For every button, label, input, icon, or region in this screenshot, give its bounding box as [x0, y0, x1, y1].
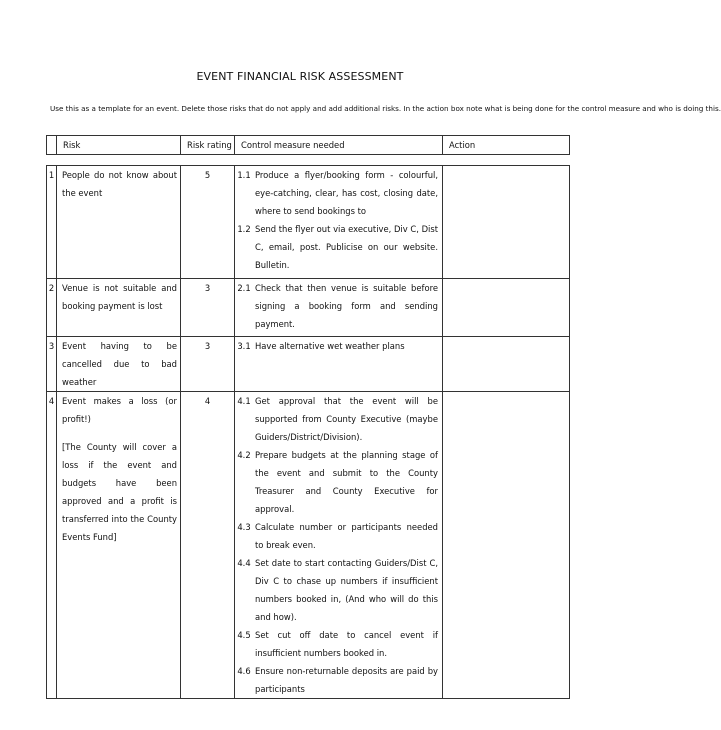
header-row [47, 136, 570, 155]
risk-text: Event having to be cancelled due to bad weather [57, 337, 181, 392]
document-title: EVENT FINANCIAL RISK ASSESSMENT [196, 70, 404, 83]
action-cell [443, 392, 570, 699]
header-risk: Risk [57, 136, 181, 155]
control-number: 4.3 [237, 522, 251, 532]
risk-rating: 4 [181, 392, 235, 699]
control-item [235, 166, 442, 220]
control-text: Calculate number or participants needed to break even. [255, 522, 438, 550]
risk-text: Venue is not suitable and booking payment is lost [57, 279, 181, 337]
control-item [235, 662, 442, 698]
control-measures [235, 279, 443, 337]
control-number: 3.1 [237, 341, 251, 351]
control-measures [235, 337, 443, 392]
action-cell [443, 337, 570, 392]
risk-text: Event makes a loss (or profit!) [62, 396, 177, 424]
control-text: Set cut off date to cancel event if insufficient numbers booked in. [255, 630, 438, 658]
control-item [235, 518, 442, 554]
action-cell [443, 166, 570, 279]
control-item [235, 392, 442, 446]
control-text: Send the flyer out via executive, Div C, Dist C, email, post. Publicise on our website. Bulletin. [255, 224, 438, 270]
control-text: Have alternative wet weather plans [255, 341, 405, 351]
instructions-text: Use this as a template for an event. Delete those risks that do not apply and add additional risks. In the action box note what is being done for the control measure and who is doing this. [50, 104, 721, 113]
control-number: 4.4 [237, 558, 251, 568]
control-measures [235, 392, 443, 699]
control-item [235, 279, 442, 333]
control-text: Prepare budgets at the planning stage of the event and submit to the County Treasurer and County Executive for approval. [255, 450, 438, 514]
row-number: 1 [47, 166, 57, 279]
control-text: Check that then venue is suitable before signing a booking form and sending payment. [255, 283, 438, 329]
control-text: Produce a flyer/booking form - colourful, eye-catching, clear, has cost, closing date, where to send bookings to [255, 170, 438, 216]
action-cell [443, 279, 570, 337]
control-text: Ensure non-returnable deposits are paid by participants [255, 666, 438, 694]
risk-rating: 3 [181, 337, 235, 392]
risk-cell [57, 392, 181, 699]
table-row [47, 392, 570, 699]
row-number: 3 [47, 337, 57, 392]
control-item [235, 626, 442, 662]
header-action: Action [443, 136, 570, 155]
control-item [235, 337, 442, 355]
control-item [235, 220, 442, 274]
control-number: 1.1 [237, 170, 251, 180]
control-item [235, 446, 442, 518]
risk-note: [The County will cover a loss if the event and budgets have been approved and a profit is transferred into the County Events Fund] [62, 442, 177, 542]
row-number: 4 [47, 392, 57, 699]
risk-rating: 5 [181, 166, 235, 279]
header-control: Control measure needed [235, 136, 443, 155]
control-number: 2.1 [237, 283, 251, 293]
row-number: 2 [47, 279, 57, 337]
table-header [46, 135, 570, 155]
control-number: 4.5 [237, 630, 251, 640]
header-num [47, 136, 57, 155]
control-number: 4.1 [237, 396, 251, 406]
control-text: Set date to start contacting Guiders/Dist C, Div C to chase up numbers if insufficient numbers booked in, (And who will do this and how). [255, 558, 438, 622]
control-text: Get approval that the event will be supported from County Executive (maybe Guiders/District/Division). [255, 396, 438, 442]
table-row [47, 337, 570, 392]
control-number: 4.6 [237, 666, 251, 676]
header-rating: Risk rating [181, 136, 235, 155]
control-number: 4.2 [237, 450, 251, 460]
risk-table [46, 165, 570, 699]
control-number: 1.2 [237, 224, 251, 234]
control-measures [235, 166, 443, 279]
risk-text: People do not know about the event [57, 166, 181, 279]
table-row [47, 279, 570, 337]
control-item [235, 554, 442, 626]
risk-rating: 3 [181, 279, 235, 337]
table-row [47, 166, 570, 279]
